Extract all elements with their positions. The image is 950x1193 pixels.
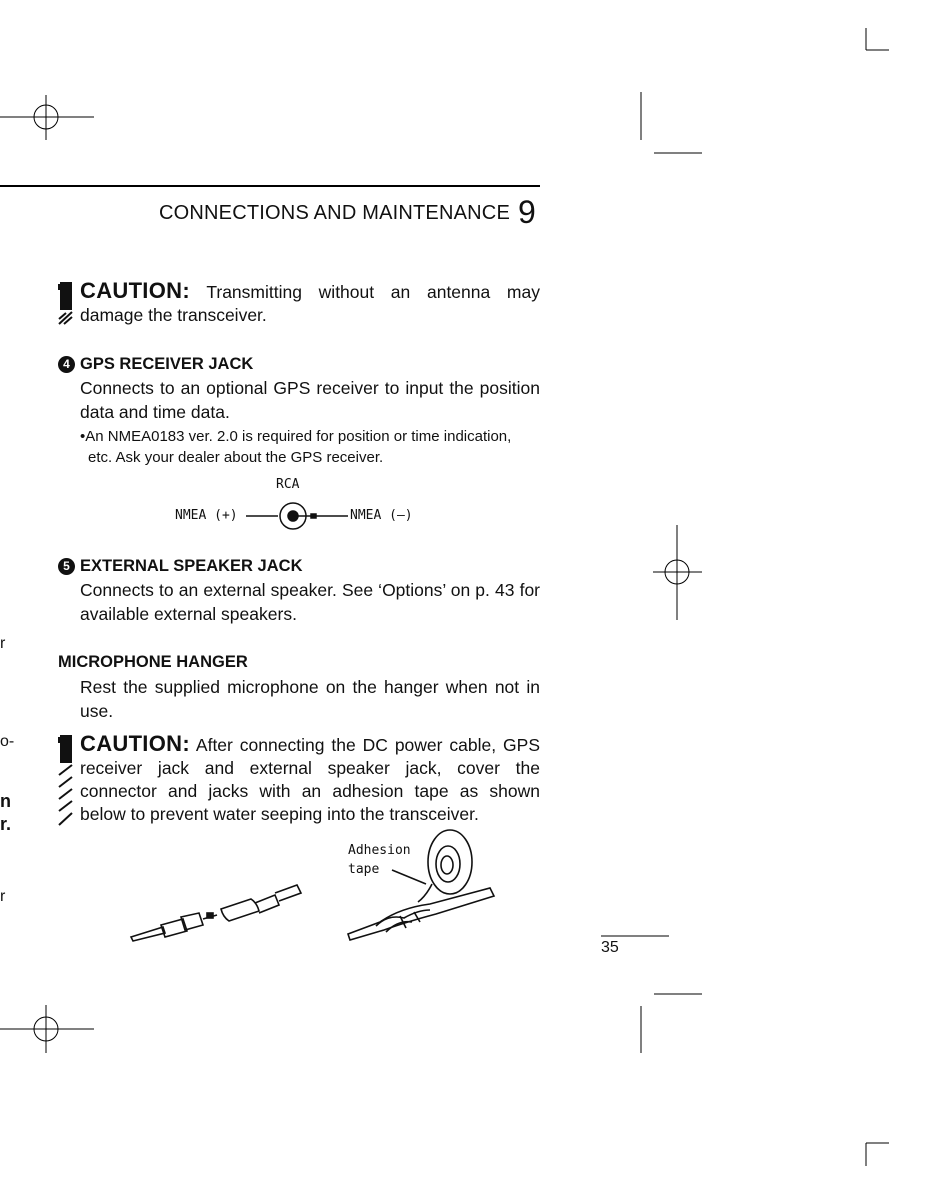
section-number-icon: 4 [58, 356, 75, 373]
section-heading-speaker [58, 557, 302, 576]
margin-fragment: o- [0, 733, 15, 750]
caution-marker [58, 735, 74, 829]
chapter-title: CONNECTIONS AND MAINTENANCE [159, 202, 510, 224]
nmea-plus-label: NMEA (+) [175, 508, 238, 523]
margin-fragment: r. [0, 814, 12, 834]
page-number: 35 [601, 939, 619, 956]
adhesion-tape-illustration [340, 822, 500, 942]
caution-marker [58, 282, 74, 326]
header-rule [0, 185, 540, 187]
nmea-minus-label: NMEA (–) [350, 508, 413, 523]
bullet-glyph: • [80, 428, 86, 445]
rca-jack-diagram [244, 498, 350, 534]
connector-illustration [125, 875, 305, 945]
section-heading-label: GPS RECEIVER JACK [80, 355, 254, 373]
section-heading-hanger: MICROPHONE HANGER [58, 653, 248, 671]
section-heading-label: EXTERNAL SPEAKER JACK [80, 557, 303, 575]
caution-label: CAUTION: [80, 731, 190, 756]
caution-water [80, 732, 540, 826]
gps-description: Connects to an optional GPS receiver to input the position data and time data. [80, 378, 540, 422]
margin-fragment: r [0, 888, 6, 905]
tape-label-line2: tape [348, 862, 380, 877]
caution-text: After connecting the DC power cable, GPS receiver jack and external speaker jack, cover the connector and jacks with an adhesion tape as shown below to prevent water seeping into the transceiver. [80, 735, 540, 824]
gps-note-line2: etc. Ask your dealer about the GPS receiver. [88, 449, 384, 466]
section-heading-gps [58, 355, 253, 374]
rca-label: RCA [276, 477, 300, 492]
caution-antenna [80, 279, 540, 327]
tape-label-line1: Adhesion [348, 843, 411, 858]
caution-label: CAUTION: [80, 278, 190, 303]
chapter-number: 9 [518, 194, 536, 230]
margin-fragment: r [0, 635, 6, 652]
caution-text: Transmitting without an antenna may damage the transceiver. [80, 282, 540, 325]
gps-note-line1: An NMEA0183 ver. 2.0 is required for position or time indication, [85, 428, 512, 445]
margin-fragment: n [0, 791, 11, 811]
speaker-description: Connects to an external speaker. See ‘Options’ on p. 43 for available external speakers. [80, 580, 540, 624]
hanger-description: Rest the supplied microphone on the hanger when not in use. [80, 677, 540, 721]
gps-note [80, 426, 542, 468]
section-number-icon: 5 [58, 558, 75, 575]
